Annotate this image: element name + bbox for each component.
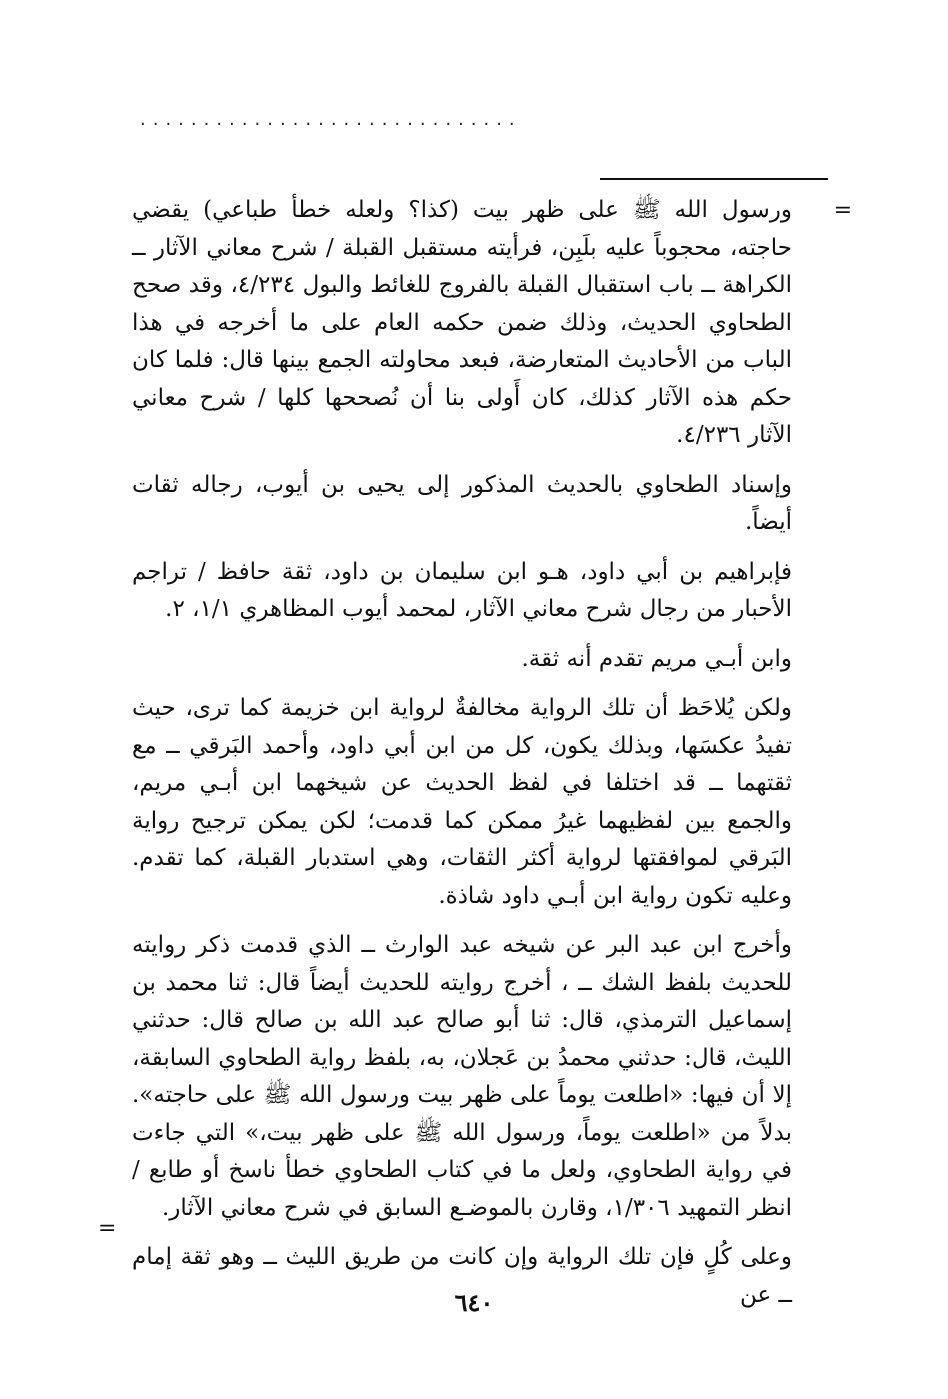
- footnote-text: [132, 192, 792, 1322]
- continuation-marker-start: =: [833, 198, 852, 223]
- footnote-paragraph: وإسناد الطحاوي بالحديث المذكور إلى يحيى بن أيوب، رجاله ثقات أيضاً.: [132, 471, 792, 535]
- footnote-paragraph: وعلى كُلٍ فإن تلك الرواية وإن كانت من طريق الليث ــ وهو ثقة إمام ــ عن: [132, 1244, 792, 1308]
- footnote-paragraph: وابن أبـي مريم تقدم أنه ثقة.: [521, 645, 792, 672]
- continuation-marker-end: =: [98, 1216, 117, 1241]
- footnote-paragraph: فإبراهيم بن أبي داود، هـو ابن سليمان بن داود، ثقة حافظ / تراجم الأحبار من رجال شرح معاني الآثار، لمحمد أيوب المظاهري ١/١، ٢.: [132, 558, 792, 622]
- footnote-paragraph: ورسول الله ﷺ على ظهر بيت (كذا؟ ولعله خطأ طباعي) يقضي حاجته، محجوباً عليه بلَبِن، فرأيته مستقبل القبلة / شرح معاني الآثار ــ الكراهة ــ باب استقبال القبلة بالفروج للغائط والبول ٤/٢٣٤، وقد صحح الطحاوي الحديث، وذلك ضمن حكمه العام على ما أخرجه في هذا الباب من الأحاديث المتعارضة، فبعد محاولته الجمع بينها قال: فلما كان حكم هذه الآثار كذلك، كان أَولى بنا أن نُصححها كلها / شرح معاني الآثار ٤/٢٣٦.: [132, 197, 792, 448]
- dotted-separator: ..............................: [140, 112, 522, 128]
- footnote-rule: [600, 178, 828, 180]
- page-number: ٦٤٠: [454, 1288, 494, 1317]
- footnote-paragraph: وأخرج ابن عبد البر عن شيخه عبد الوارث ــ الذي قدمت ذكر روايته للحديث بلفظ الشك ــ ، أخرج روايته للحديث أيضاً قال: ثنا محمد بن إسماعيل الترمذي، قال: ثنا أبو صالح عبد الله بن صالح قال: حدثني الليث، قال: حدثني محمدُ بن عَجلان، به، بلفظ رواية الطحاوي السابقة، إلا أن فيها: «اطلعت يوماً على ظهر بيت ورسول الله ﷺ على حاجته». بدلاً من «اطلعت يوماً، ورسول الله ﷺ على ظهر بيت،» التي جاءت في رواية الطحاوي، ولعل ما في كتاب الطحاوي خطأ ناسخ أو طابع / انظر التمهيد ١/٣٠٦، وقارن بالموضـع السابق في شرح معاني الآثار.: [132, 932, 792, 1221]
- footnote-paragraph: ولكن يُلاحَظ أن تلك الرواية مخالفةٌ لرواية ابن خزيمة كما ترى، حيث تفيدُ عكسَها، وبذلك يكون، كل من ابن أبي داود، وأحمد البَرقي ــ مع ثقتهما ــ قد اختلفا في لفظ الحديث عن شيخهما ابن أبـي مريم، والجمع بين لفظيهما غيرُ ممكن كما قدمت؛ لكن يمكن ترجيح رواية البَرقي لموافقتها لرواية أكثر الثقات، وهي استدبار القبلة، كما تقدم. وعليه تكون رواية ابن أبـي داود شاذة.: [132, 695, 792, 909]
